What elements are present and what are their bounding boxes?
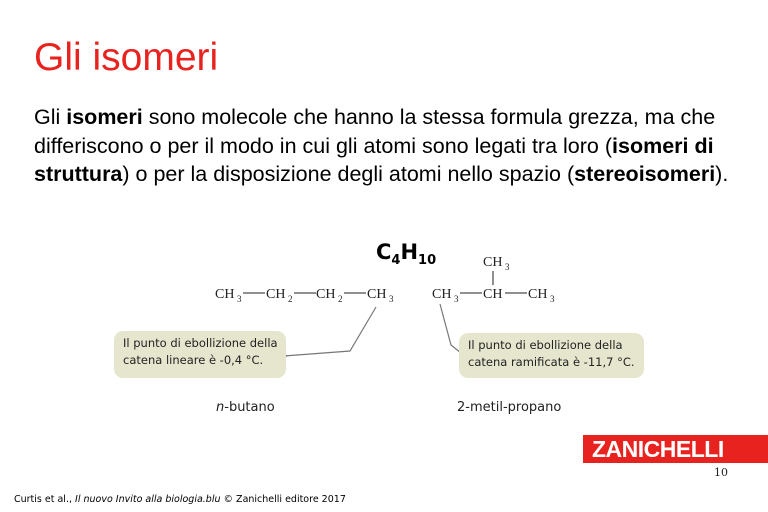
butane-ch3-right: CH — [367, 287, 387, 302]
text-segment: sono molecole che hanno la stessa formula grezza, ma che differiscono o per il modo in cui gli atomi sono legati tra loro ( — [34, 105, 716, 158]
svg-text:2: 2 — [338, 294, 343, 304]
svg-text:3: 3 — [505, 262, 510, 272]
butane-ch3-left: CH — [215, 287, 235, 302]
svg-text:3: 3 — [237, 294, 242, 304]
svg-text:3: 3 — [550, 294, 555, 304]
svg-text:3: 3 — [454, 294, 459, 304]
svg-text:2: 2 — [288, 294, 293, 304]
text-segment: Gli — [34, 105, 67, 129]
citation-footer: Curtis et al., Il nuovo Invito alla biologia.blu © Zanichelli editore 2017 — [14, 494, 346, 505]
butane-ch2-b: CH — [316, 287, 336, 302]
methylpropane-ch: CH — [483, 287, 503, 302]
butane-boiling-point-note: Il punto di ebollizione della catena lineare è -0,4 °C. — [114, 331, 286, 378]
methylpropane-boiling-point-note: Il punto di ebollizione della catena ramificata è -11,7 °C. — [459, 333, 644, 378]
methylpropane-ch3-right: CH — [528, 287, 548, 302]
butane-name-label: n-butano — [216, 400, 275, 415]
methyl-branch-ch3: CH — [483, 255, 503, 270]
methylpropane-name-label: 2-metil-propano — [457, 400, 562, 415]
term-isomeri: isomeri — [66, 105, 143, 129]
slide-title: Gli isomeri — [34, 36, 219, 79]
butane-ch2-a: CH — [266, 287, 286, 302]
svg-text:3: 3 — [389, 294, 394, 304]
term-stereoisomeri: stereoisomeri — [574, 162, 716, 186]
page-number: 10 — [714, 466, 728, 479]
methylpropane-ch3-left: CH — [432, 287, 452, 302]
methylpropane-structure — [432, 255, 555, 304]
zanichelli-logo: ZANICHELLI — [583, 435, 768, 463]
butane-leader-line — [284, 307, 376, 356]
term-isomeri-di-struttura: isomeri di struttura — [34, 133, 714, 186]
methylpropane-leader-line — [440, 304, 461, 353]
text-segment: ) o per la disposizione degli atomi nello spazio ( — [122, 162, 575, 186]
text-segment: ). — [715, 162, 729, 186]
molecular-formula: $C_4H_{10}$ — [376, 240, 437, 268]
butane-structure — [215, 287, 394, 304]
